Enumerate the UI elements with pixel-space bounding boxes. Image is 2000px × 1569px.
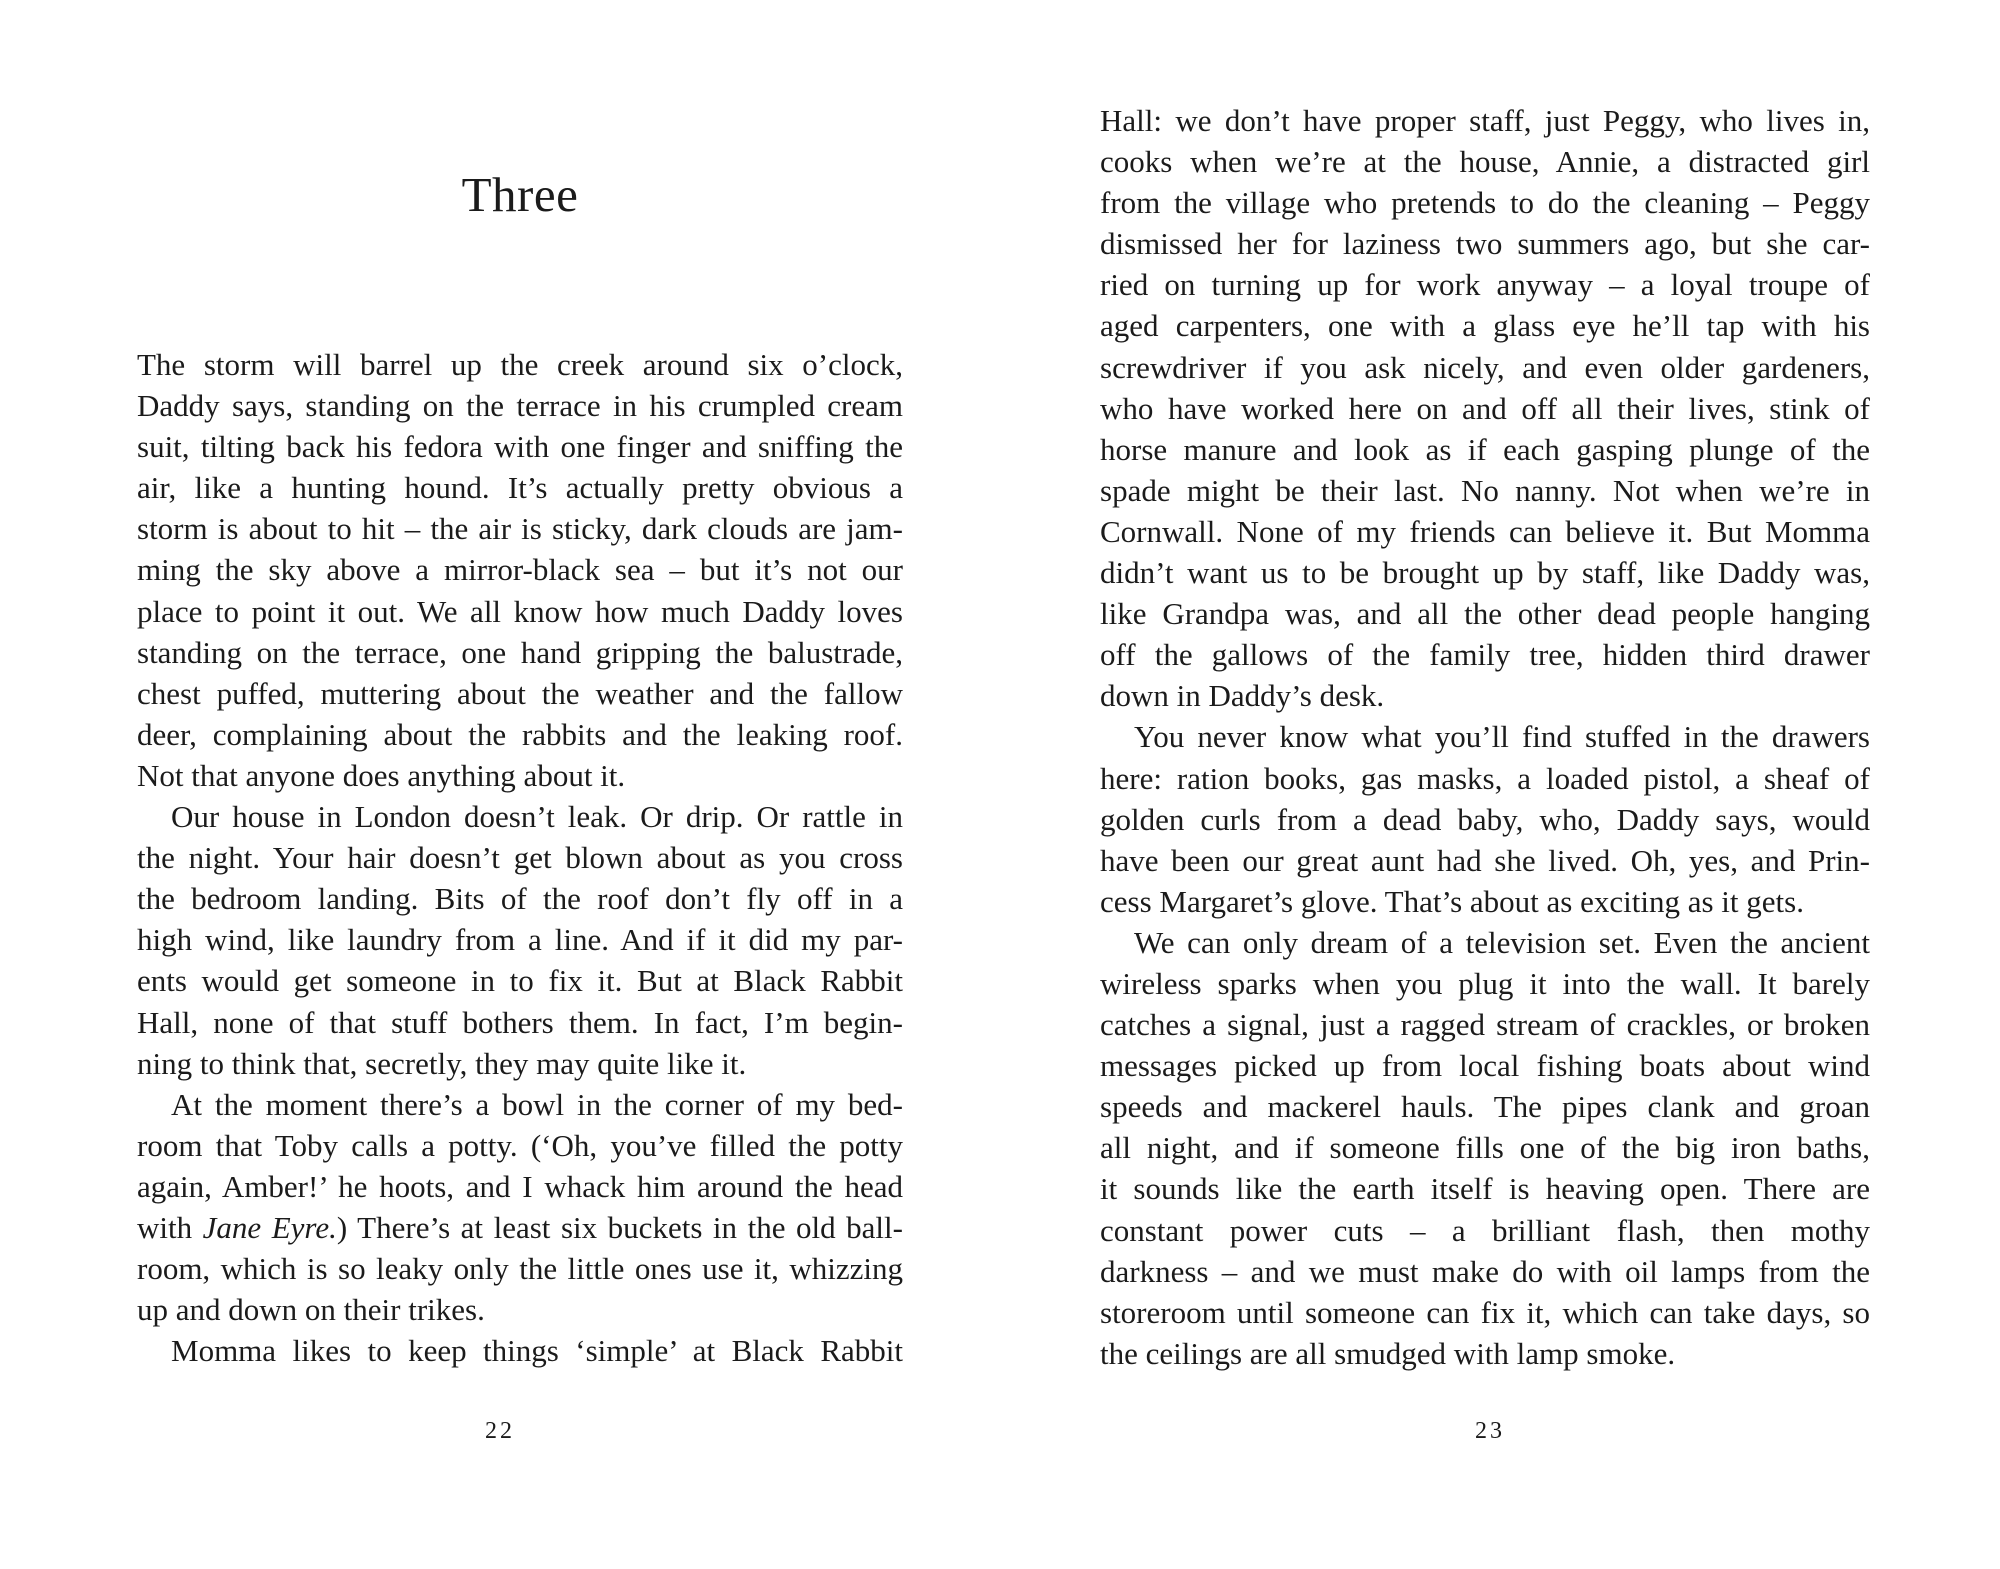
text-line: the night. Your hair doesn’t get blown about as you cross xyxy=(137,840,903,876)
paragraph xyxy=(137,796,903,1084)
text-line: ried on turning up for work anyway – a loyal troupe of xyxy=(1100,267,1870,303)
book-title: Jane Eyre. xyxy=(202,1209,337,1245)
text-line: the ceilings are all smudged with lamp smoke. xyxy=(1100,1335,1676,1371)
text-line: At the moment there’s a bowl in the corner of my bed- xyxy=(171,1086,903,1122)
text-line: air, like a hunting hound. It’s actually pretty obvious a xyxy=(137,470,903,506)
text-line: ents would get someone in to fix it. But at Black Rabbit xyxy=(137,963,903,999)
text-line: golden curls from a dead baby, who, Daddy says, would xyxy=(1100,801,1870,837)
text-line: up and down on their trikes. xyxy=(137,1292,485,1328)
text-segment: ) There’s at least six buckets in the old ball- xyxy=(336,1209,903,1245)
left-page-text xyxy=(137,344,903,1371)
text-line: cooks when we’re at the house, Annie, a distracted girl xyxy=(1100,144,1870,180)
text-line: off the gallows of the family tree, hidden third drawer xyxy=(1100,637,1870,673)
text-line: who have worked here on and off all their lives, stink of xyxy=(1100,390,1870,426)
text-line: storeroom until someone can fix it, which can take days, so xyxy=(1100,1294,1870,1330)
text-line: have been our great aunt had she lived. Oh, yes, and Prin- xyxy=(1100,842,1870,878)
text-line: ning to think that, secretly, they may quite like it. xyxy=(137,1045,747,1081)
text-line: down in Daddy’s desk. xyxy=(1100,678,1385,714)
text-line: from the village who pretends to do the cleaning – Peggy xyxy=(1100,185,1870,221)
paragraph xyxy=(1100,922,1870,1374)
text-line: high wind, like laundry from a line. And if it did my par- xyxy=(137,922,903,958)
text-line: catches a signal, just a ragged stream of crackles, or broken xyxy=(1100,1007,1870,1043)
text-line: all night, and if someone fills one of the big iron baths, xyxy=(1100,1130,1870,1166)
text-line: suit, tilting back his fedora with one finger and sniffing the xyxy=(137,429,903,465)
text-line: Daddy says, standing on the terrace in his crumpled cream xyxy=(137,388,903,424)
paragraph xyxy=(137,1330,903,1371)
text-line: constant power cuts – a brilliant flash, then mothy xyxy=(1100,1212,1870,1248)
text-line: here: ration books, gas masks, a loaded pistol, a sheaf of xyxy=(1100,760,1870,796)
text-line: horse manure and look as if each gasping plunge of the xyxy=(1100,431,1870,467)
paragraph xyxy=(1100,100,1870,716)
text-line: speeds and mackerel hauls. The pipes clank and groan xyxy=(1100,1089,1870,1125)
chapter-title: Three xyxy=(461,167,579,222)
text-line: room that Toby calls a potty. (‘Oh, you’ve filled the potty xyxy=(137,1127,903,1163)
text-line: standing on the terrace, one hand gripping the balustrade, xyxy=(137,634,903,670)
text-line: again, Amber!’ he hoots, and I whack him around the head xyxy=(137,1168,903,1204)
text-line: messages picked up from local fishing boats about wind xyxy=(1100,1048,1870,1084)
paragraph xyxy=(1100,716,1870,921)
text-line: chest puffed, muttering about the weather and the fallow xyxy=(137,675,903,711)
text-segment: with xyxy=(137,1209,203,1245)
text-line: Our house in London doesn’t leak. Or drip. Or rattle in xyxy=(171,799,903,835)
text-line: like Grandpa was, and all the other dead people hanging xyxy=(1100,596,1870,632)
text-line: wireless sparks when you plug it into the wall. It barely xyxy=(1100,965,1870,1001)
text-line: darkness – and we must make do with oil lamps from the xyxy=(1100,1253,1870,1289)
text-line: You never know what you’ll find stuffed in the drawers xyxy=(1134,719,1870,755)
text-line: screwdriver if you ask nicely, and even older gardeners, xyxy=(1100,349,1870,385)
text-line xyxy=(137,1207,903,1248)
text-line: room, which is so leaky only the little ones use it, whizzing xyxy=(137,1251,903,1287)
text-line: Hall: we don’t have proper staff, just Peggy, who lives in, xyxy=(1100,103,1870,138)
text-line: dismissed her for laziness two summers ago, but she car- xyxy=(1100,226,1870,262)
text-line: it sounds like the earth itself is heaving open. There are xyxy=(1100,1171,1870,1207)
right-page-text xyxy=(1100,100,1870,1374)
right-page xyxy=(1000,0,2000,1569)
text-line: the bedroom landing. Bits of the roof don’t fly off in a xyxy=(137,881,903,917)
text-line: aged carpenters, one with a glass eye he’ll tap with his xyxy=(1100,308,1870,344)
page-number-right: 23 xyxy=(1475,1418,1505,1444)
paragraph xyxy=(137,1084,903,1331)
text-line: Hall, none of that stuff bothers them. In fact, I’m begin- xyxy=(137,1004,903,1040)
paragraph xyxy=(137,344,903,796)
page-number-left: 22 xyxy=(485,1418,515,1444)
text-line: spade might be their last. No nanny. Not when we’re in xyxy=(1100,472,1870,508)
text-line: Not that anyone does anything about it. xyxy=(137,757,626,793)
text-line: cess Margaret’s glove. That’s about as exciting as it gets. xyxy=(1100,883,1804,919)
text-line: ming the sky above a mirror-black sea – but it’s not our xyxy=(137,552,903,588)
text-line: deer, complaining about the rabbits and the leaking roof. xyxy=(137,716,903,752)
text-line: place to point it out. We all know how much Daddy loves xyxy=(137,593,903,629)
text-line: Cornwall. None of my friends can believe it. But Momma xyxy=(1100,513,1870,549)
text-line: The storm will barrel up the creek around six o’clock, xyxy=(137,347,903,382)
text-line: storm is about to hit – the air is sticky, dark clouds are jam- xyxy=(137,511,903,547)
text-line: didn’t want us to be brought up by staff, like Daddy was, xyxy=(1100,555,1870,591)
text-line: We can only dream of a television set. Even the ancient xyxy=(1134,924,1870,960)
text-line: Momma likes to keep things ‘simple’ at Black Rabbit xyxy=(171,1333,903,1369)
